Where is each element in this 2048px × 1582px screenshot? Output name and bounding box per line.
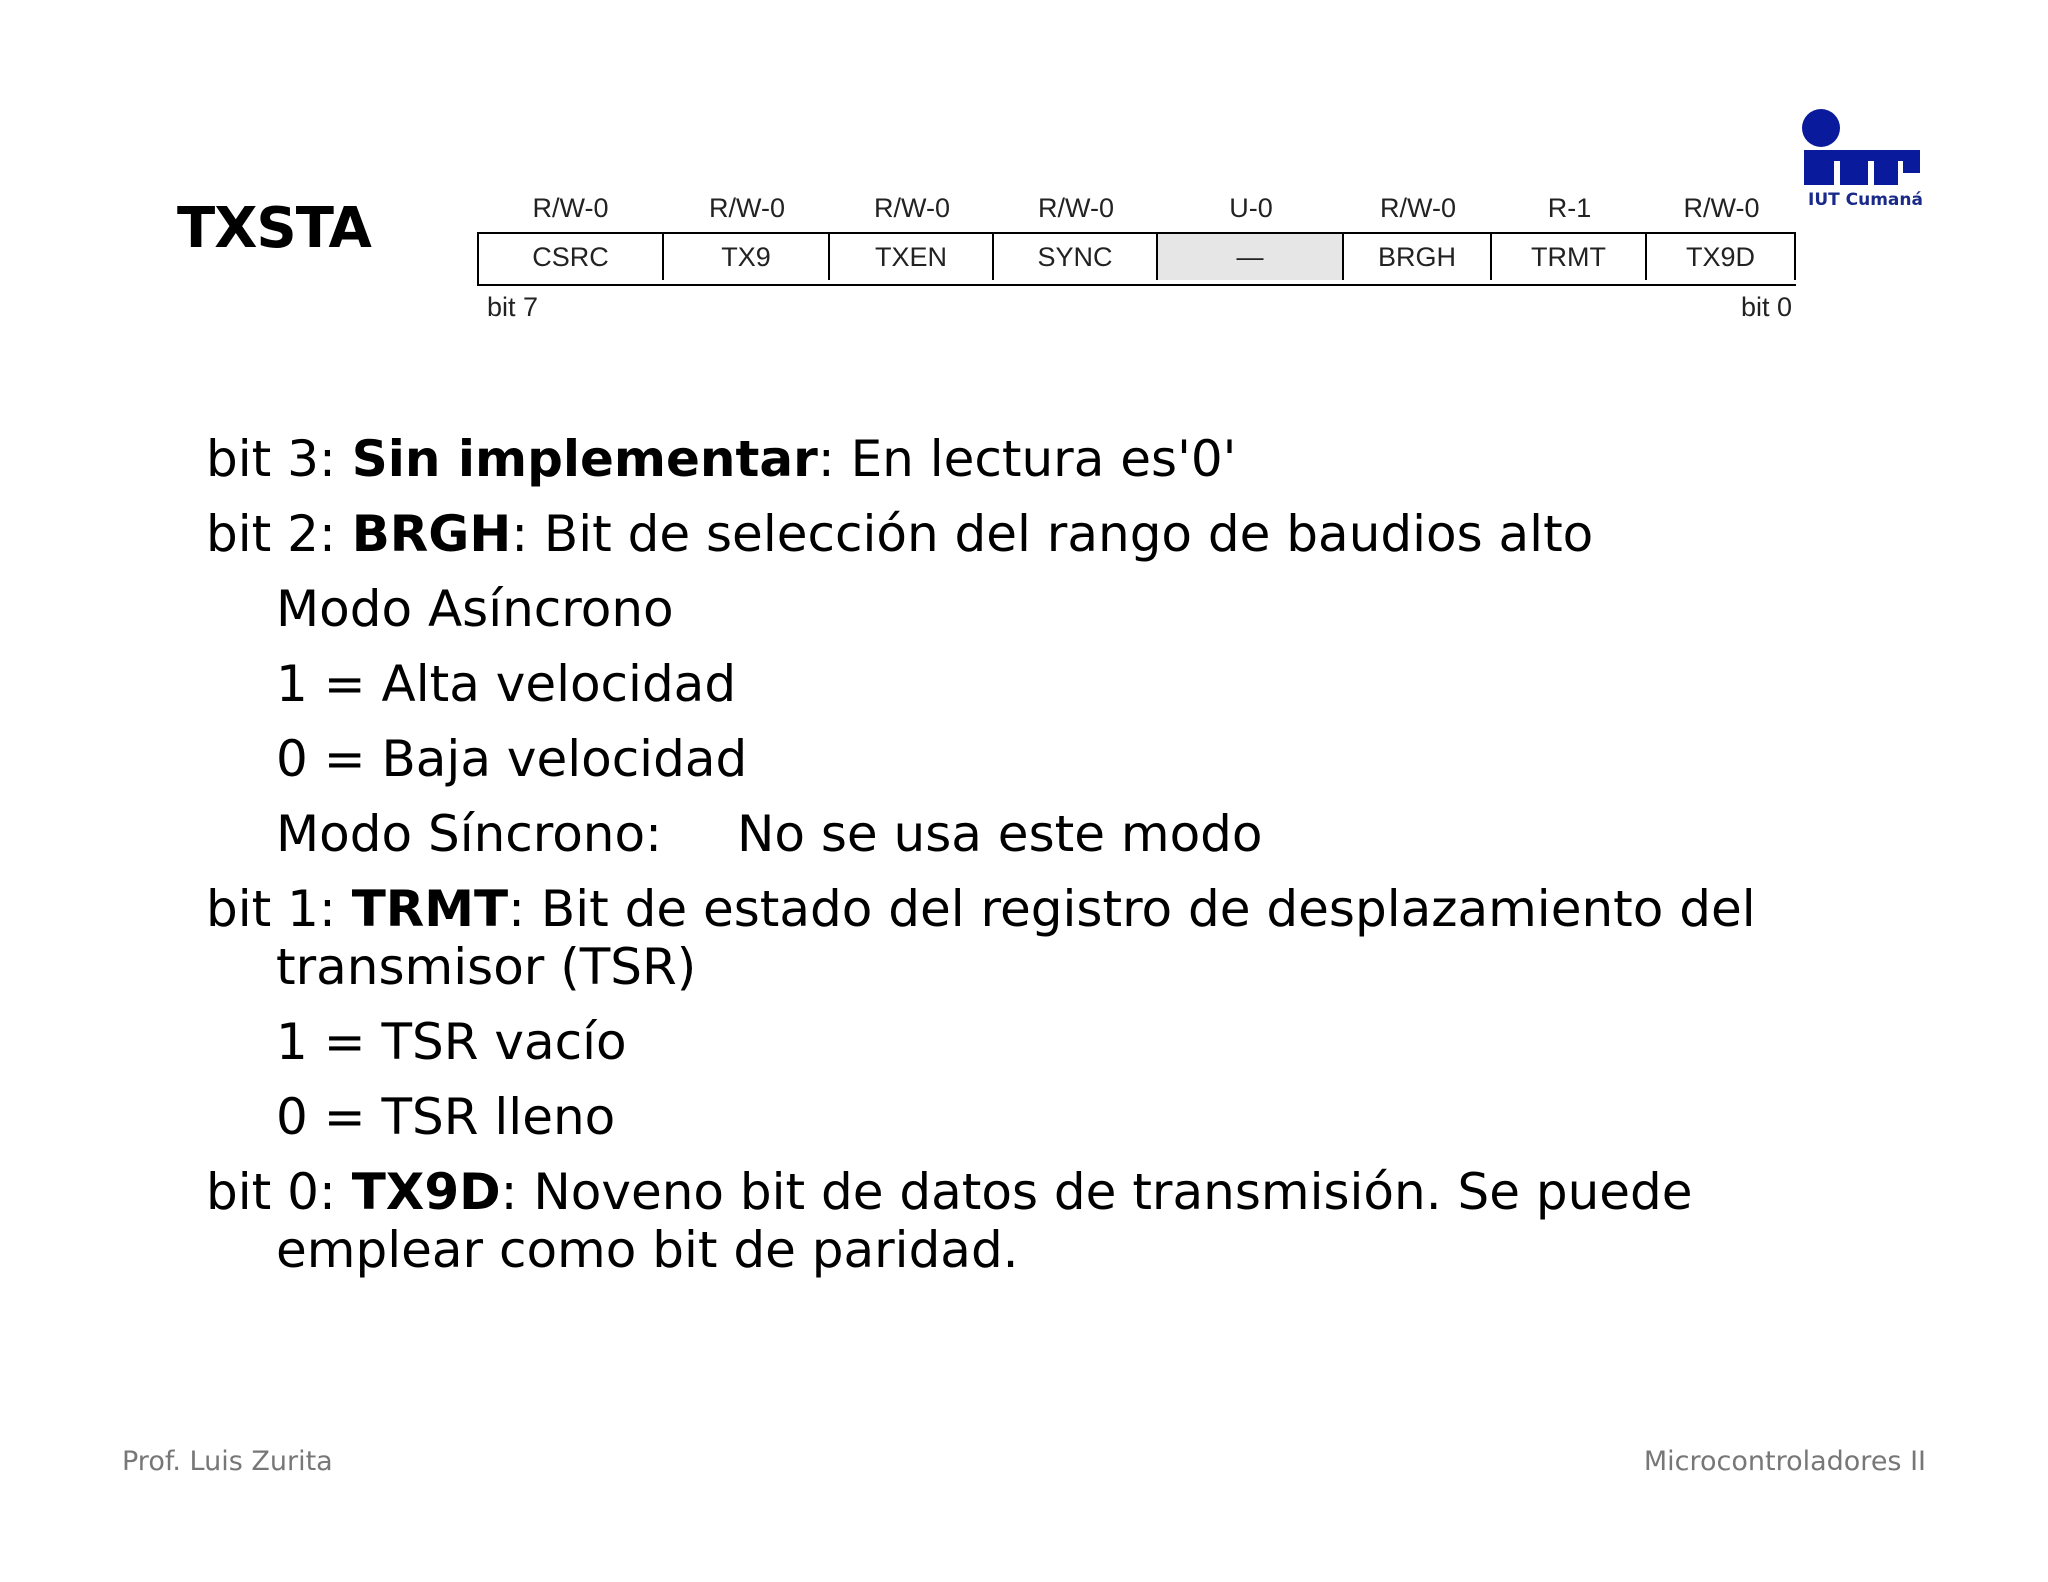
bit7-label: bit 7	[487, 292, 539, 322]
bit-cell-txen: TXEN	[830, 234, 994, 280]
bit3-prefix: bit 3:	[206, 430, 352, 488]
bit2-prefix: bit 2:	[206, 505, 352, 563]
footer-author: Prof. Luis Zurita	[122, 1446, 333, 1477]
access-bit1: R-1	[1547, 192, 1592, 223]
logo-caption: IUT Cumaná	[1808, 190, 1923, 210]
bit0-desc: : Noveno bit de datos de transmisión. Se puede emplear como bit de paridad.	[276, 1163, 1693, 1279]
bit0-description	[206, 1163, 1906, 1279]
bit-cell-csrc: CSRC	[479, 234, 664, 280]
bit1-full: 0 = TSR lleno	[276, 1088, 616, 1146]
bit1-name: TRMT	[351, 880, 509, 938]
bit2-name: BRGH	[351, 505, 512, 563]
access-bit4: R/W-0	[1037, 192, 1114, 223]
bit0-label: bit 0	[1740, 292, 1792, 322]
bit-cell-tx9d: TX9D	[1647, 234, 1796, 280]
bit1-desc: : Bit de estado del registro de desplazamiento del transmisor (TSR)	[276, 880, 1756, 996]
bit2-sync-mode	[206, 805, 1906, 863]
bit2-low-speed: 0 = Baja velocidad	[276, 730, 748, 788]
bit-cell-tx9: TX9	[664, 234, 830, 280]
bit0-prefix: bit 0:	[206, 1163, 352, 1221]
slide-title: TXSTA	[177, 196, 371, 261]
access-bit5: R/W-0	[873, 192, 950, 223]
access-bit2: R/W-0	[1379, 192, 1456, 223]
access-bit3: U-0	[1229, 192, 1273, 223]
bit1-description	[206, 880, 1906, 996]
bit-cell-unimplemented: —	[1158, 234, 1344, 280]
bit2-desc: : Bit de selección del rango de baudios alto	[511, 505, 1594, 563]
bit-cell-brgh: BRGH	[1344, 234, 1492, 280]
bit-descriptions	[206, 430, 1906, 1296]
bit2-high-speed: 1 = Alta velocidad	[276, 655, 737, 713]
register-access-row	[477, 184, 1796, 232]
access-bit0: R/W-0	[1683, 192, 1760, 223]
bit2-async-mode: Modo Asíncrono	[276, 580, 674, 638]
bit2-description	[206, 505, 1906, 563]
bit-cell-trmt: TRMT	[1492, 234, 1647, 280]
access-bit7: R/W-0	[532, 192, 609, 223]
bit3-name: Sin implementar	[351, 430, 818, 488]
bit1-prefix: bit 1:	[206, 880, 352, 938]
bit3-desc: : En lectura es'0'	[817, 430, 1237, 488]
bit2-sync-note: No se usa este modo	[736, 805, 1263, 863]
bit1-empty: 1 = TSR vacío	[276, 1013, 627, 1071]
register-bit-row	[477, 232, 1796, 286]
register-bit-labels	[477, 286, 1796, 323]
bit0-name: TX9D	[351, 1163, 501, 1221]
txsta-register-diagram	[477, 184, 1796, 323]
bit3-description	[206, 430, 1906, 488]
bit2-sync-label: Modo Síncrono:	[276, 805, 662, 863]
access-bit6: R/W-0	[708, 192, 785, 223]
bit-cell-sync: SYNC	[994, 234, 1158, 280]
footer-course: Microcontroladores II	[1643, 1446, 1926, 1477]
